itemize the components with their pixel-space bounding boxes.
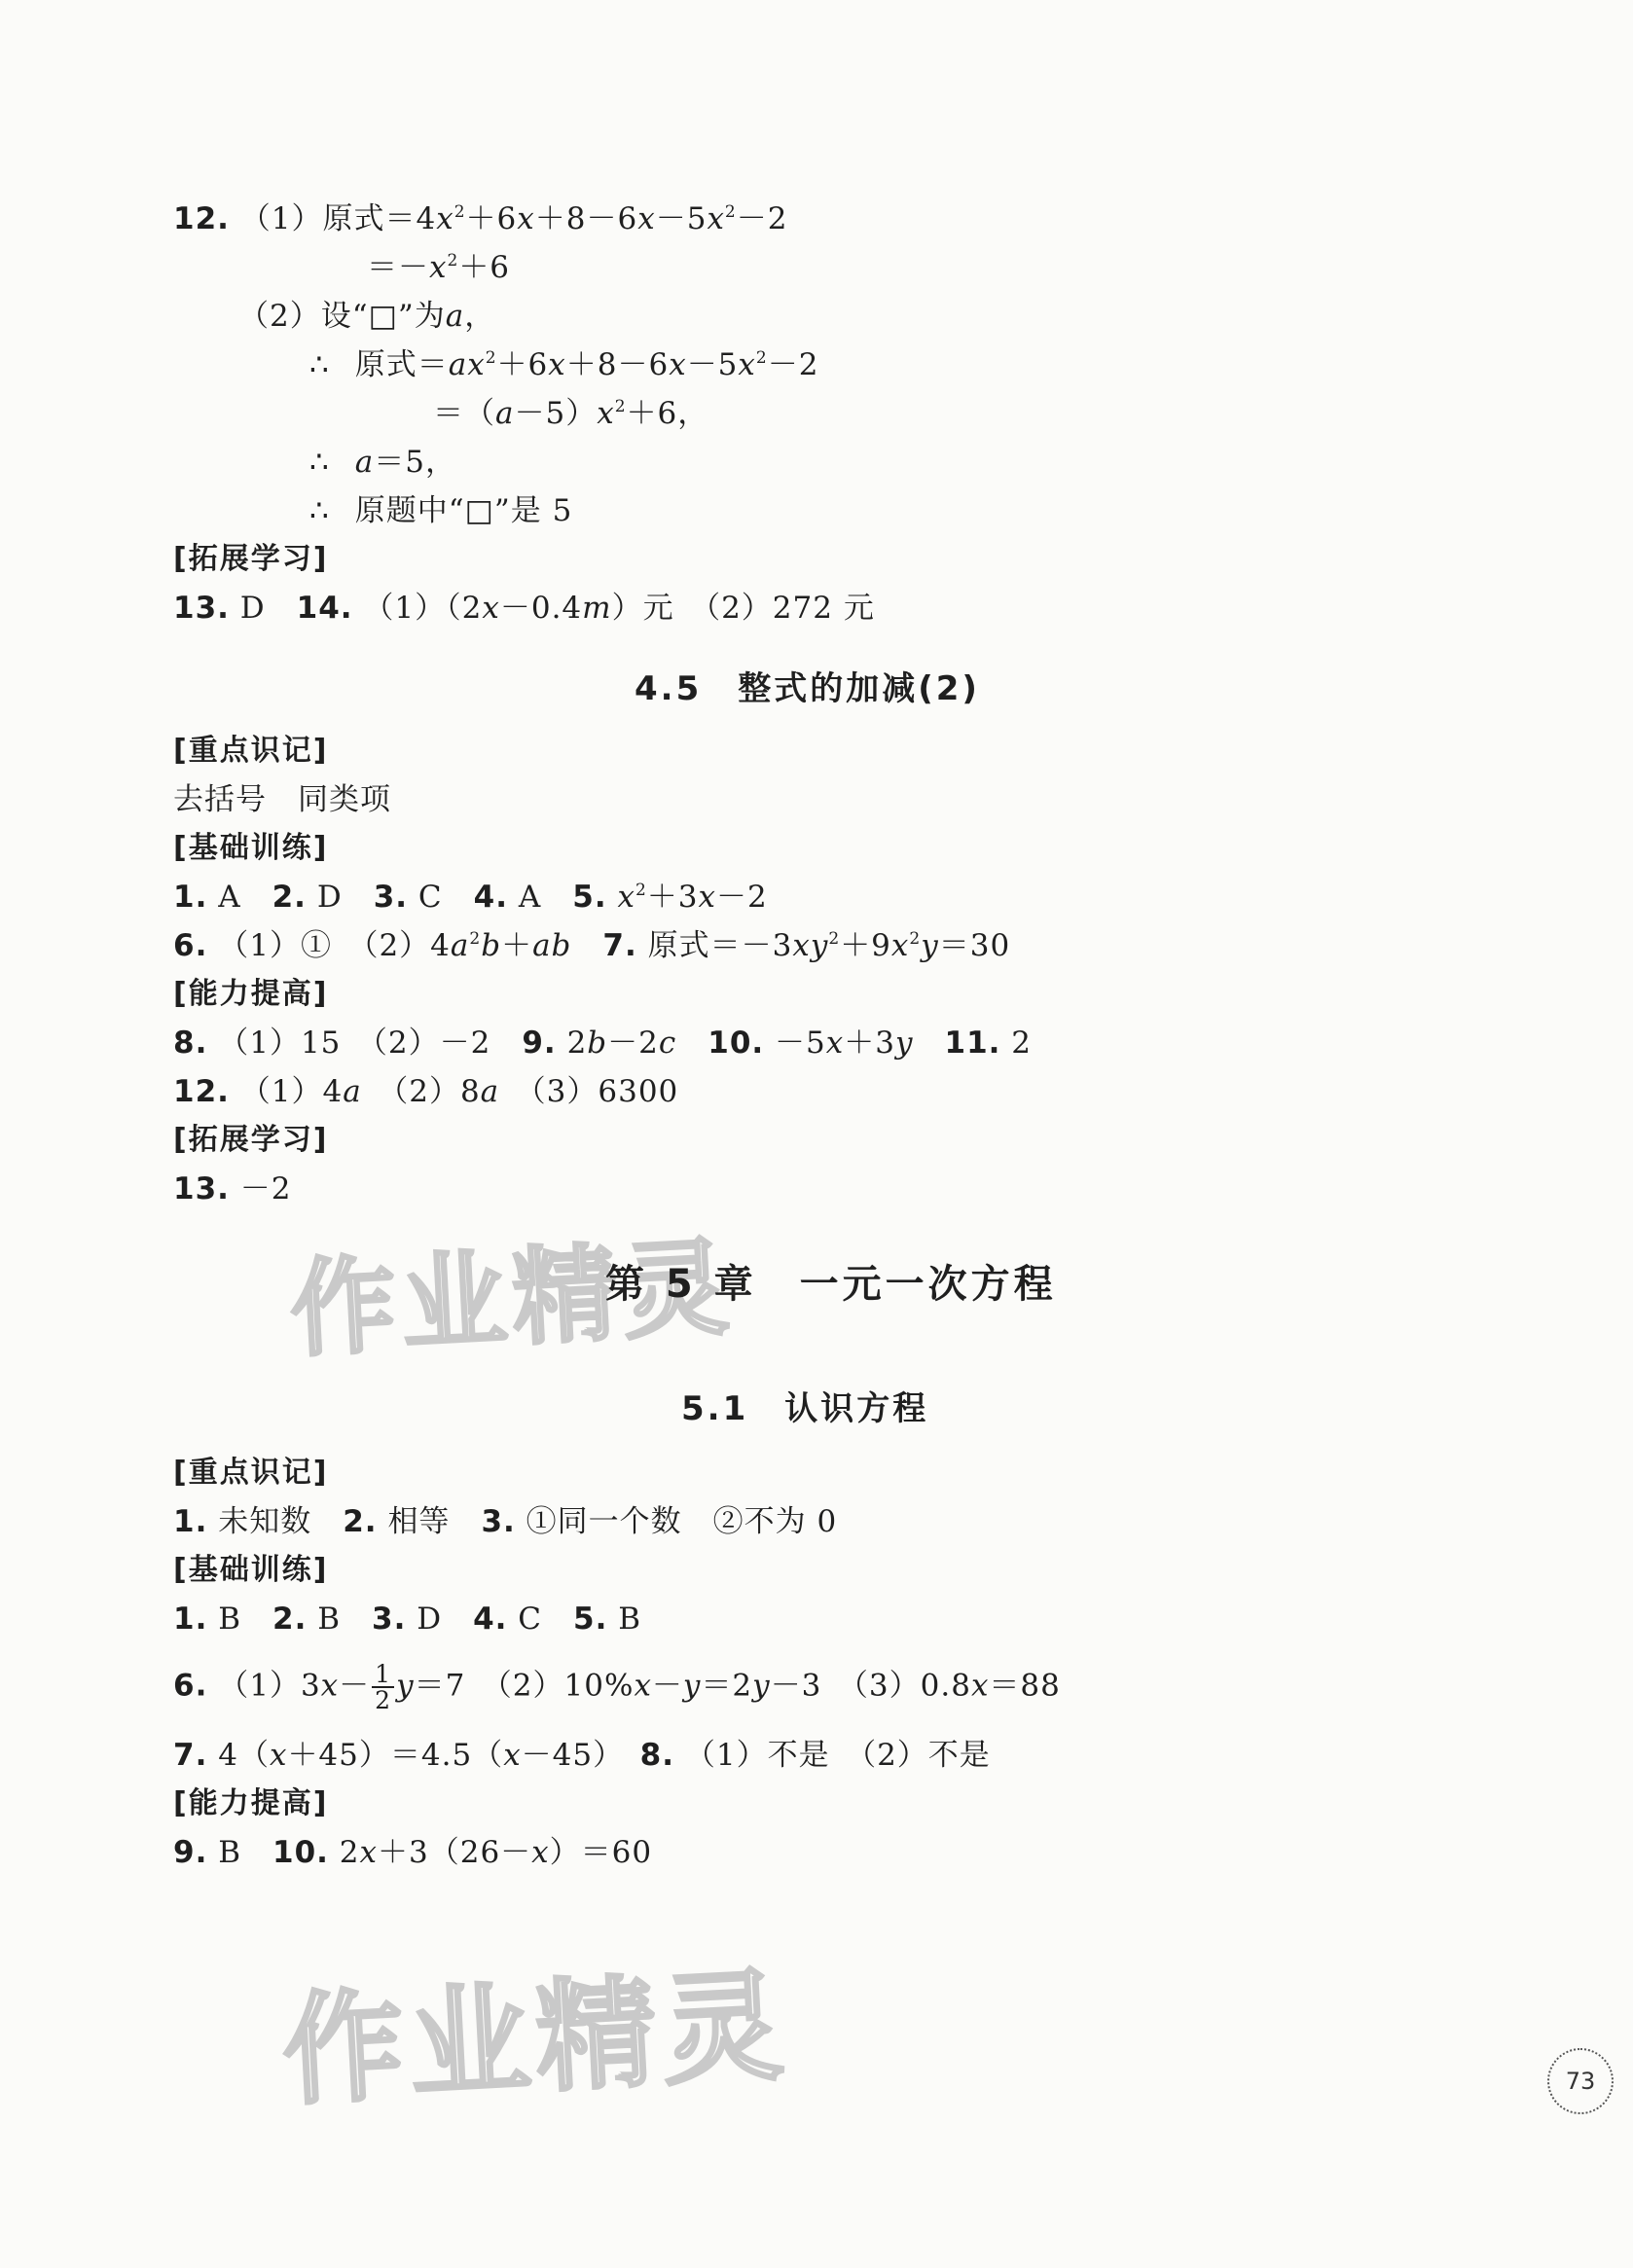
fraction-one-half: $\frac{1}{2}$: [372, 1662, 394, 1712]
q12-part2-line2: ∴ 原式$=ax^2+6x+8-6x-5x^2-2$: [309, 347, 819, 382]
section-key-1: [重点识记]: [173, 734, 329, 768]
q13-q14-answers: 13. D 14. （1）（2x－0.4m）元 （2）272 元: [173, 591, 875, 626]
section-heading-4-5: 4.5 整式的加减(2): [635, 669, 980, 708]
section-ability-1: [能力提高]: [173, 977, 329, 1011]
basic-answers-6-7: 6. （1）① $(2)4a^2b+ab$ 7. 原式$=-3xy^2+9x^2y=30$: [173, 928, 1011, 963]
page-number: 73: [1547, 2048, 1614, 2114]
section-basic-2: [基础训练]: [173, 1553, 329, 1587]
q12-part2-line1: （2）设“□”为a，: [238, 299, 496, 334]
ability-answers-8-11: 8. （1）15 （2）－2 9. 2b－2c 10. －5x＋3y 11. 2: [173, 1026, 1033, 1061]
q12-part1-line1: 12. （1）原式$=4x^2+6x+8-6x-5x^2-2$: [173, 201, 788, 236]
q12-part2-line4: ∴ a＝5，: [309, 445, 456, 480]
watermark-top: 作业精灵: [287, 1227, 738, 1372]
section-ability-2: [能力提高]: [173, 1786, 329, 1820]
section-key-2: [重点识记]: [173, 1456, 329, 1490]
section-extend-1: [拓展学习]: [173, 542, 329, 576]
q12-part2-line5: ∴ 原题中“□”是 5: [309, 493, 573, 528]
extend-answer-13: 13. －2: [173, 1171, 292, 1206]
basic-5-1-answers-7-8: 7. 4（x＋45）＝4.5（x－45） 8. （1）不是 （2）不是: [173, 1738, 991, 1773]
basic-5-1-answer-6: 6. （1）3x－ $\frac{1}{2}$ y＝7 （2）10%x－y＝2y－3 （3）0.8x＝88: [173, 1660, 1061, 1714]
q12-part2-line3: $=(a-5)x^2+6$，: [433, 396, 709, 431]
basic-answers-1-5: 1. A 2. D 3. C 4. A 5. $x^2+3x-2$: [173, 880, 768, 915]
ability-5-1-answers-9-10: 9. B 10. 2x＋3（26－x）＝60: [173, 1835, 653, 1870]
section-extend-2: [拓展学习]: [173, 1123, 329, 1157]
ability-answers-12: 12. （1）4a （2）8a （3）6300: [173, 1074, 679, 1109]
key-answer-4-5: 去括号 同类项: [173, 782, 391, 817]
watermark-bottom: 作业精灵: [279, 1956, 793, 2123]
section-heading-5-1: 5.1 认识方程: [681, 1389, 929, 1428]
basic-5-1-answers-1-5: 1. B 2. B 3. D 4. C 5. B: [173, 1602, 642, 1637]
q12-part1-line2: $=-x^2+6$: [367, 250, 511, 285]
key-answers-5-1: 1. 未知数 2. 相等 3. ①同一个数 ②不为 0: [173, 1504, 838, 1539]
chapter-heading: 第 5 章 一元一次方程: [605, 1262, 1057, 1307]
section-basic-1: [基础训练]: [173, 831, 329, 865]
